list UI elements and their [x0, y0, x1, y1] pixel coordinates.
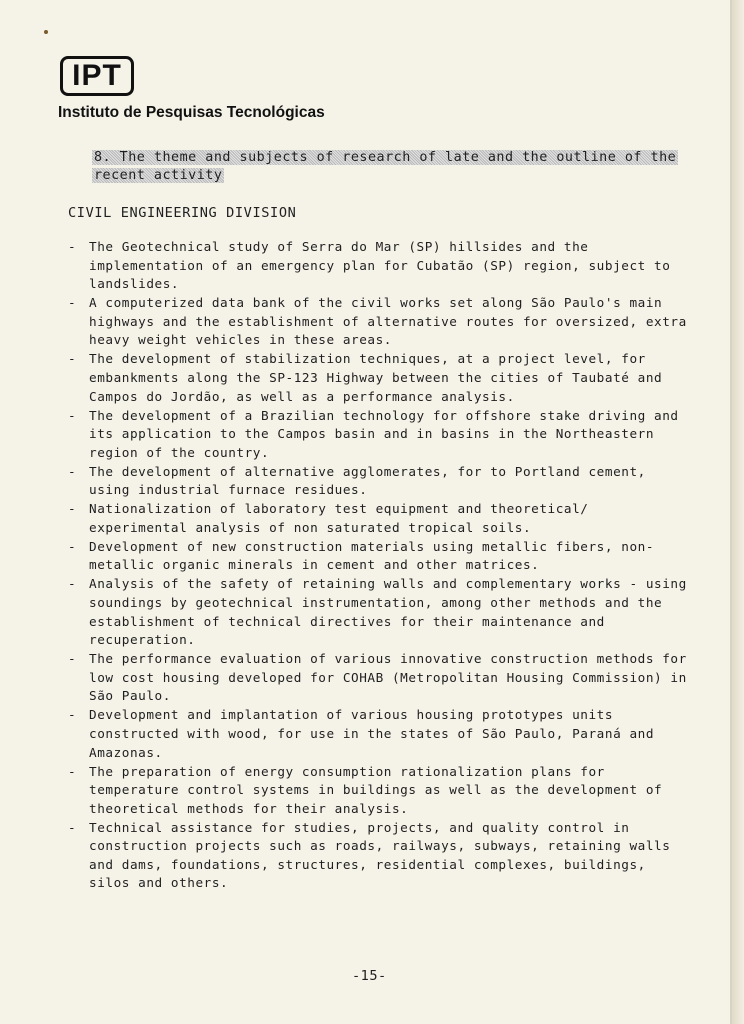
list-item-text: Nationalization of laboratory test equipment and theoretical/ experimental analysis of non saturated tropical soils.	[89, 501, 589, 535]
bullet-dash: -	[68, 239, 77, 254]
list-item	[68, 407, 688, 463]
list-item	[68, 238, 688, 294]
section-heading	[92, 149, 682, 185]
list-item	[68, 538, 688, 575]
list-item	[68, 575, 688, 649]
list-item-text: Technical assistance for studies, projects, and quality control in construction projects such as roads, railways, subways, retaining walls and dams, foundations, structures, residential complexes, buildings, silos and others.	[89, 819, 671, 891]
list-item	[68, 706, 688, 762]
page-edge	[732, 0, 744, 1024]
list-item-text: Analysis of the safety of retaining walls and complementary works - using soundings by geotechnical instrumentation, among other methods and the establishment of technical directives for their maintenance and recuperation.	[89, 576, 687, 648]
bullet-dash: -	[68, 295, 77, 311]
bullet-dash: -	[68, 819, 77, 835]
list-item-text: A computerized data bank of the civil works set along São Paulo's main highways and the establishment of alternative routes for oversized, extra heavy weight vehicles in these areas.	[89, 295, 687, 348]
bullet-dash: -	[68, 576, 77, 592]
list-item	[68, 350, 688, 406]
list-item	[68, 463, 688, 500]
research-items-list	[68, 238, 688, 893]
bullet-dash: -	[68, 463, 77, 479]
bullet-dash: -	[68, 763, 77, 779]
section-heading-text: 8. The theme and subjects of research of late and the outline of the recent activity	[94, 150, 677, 183]
list-item-text: The performance evaluation of various innovative construction methods for low cost housing developed for COHAB (Metropolitan Housing Commission) in São Paulo.	[89, 651, 687, 704]
bullet-dash: -	[68, 538, 77, 554]
list-item	[68, 650, 688, 706]
logo-text: IPT	[72, 59, 122, 92]
list-item	[68, 294, 688, 350]
bullet-dash: -	[68, 707, 77, 723]
bullet-dash: -	[68, 351, 77, 367]
list-item	[68, 500, 688, 537]
list-item-text: Development of new construction materials using metallic fibers, non-metallic organic minerals in cement and other matrices.	[89, 538, 655, 573]
list-item-text: Development and implantation of various housing prototypes units constructed with wood, for use in the states of São Paulo, Paraná and Amazonas.	[89, 707, 655, 760]
division-title: CIVIL ENGINEERING DIVISION	[68, 205, 297, 221]
institute-name: Instituto de Pesquisas Tecnológicas	[58, 104, 325, 121]
bullet-dash: -	[68, 501, 77, 517]
list-item-text: The development of stabilization techniques, at a project level, for embankments along the SP-123 Highway between the cities of Taubaté and Campos do Jordão, as well as a performance analysis.	[89, 351, 663, 404]
list-item-text: The Geotechnical study of Serra do Mar (SP) hillsides and the implementation of an emergency plan for Cubatão (SP) region, subject to landslides.	[89, 239, 671, 292]
list-item-text: The development of alternative agglomerates, for to Portland cement, using industrial furnace residues.	[89, 463, 646, 498]
bullet-dash: -	[68, 651, 77, 667]
page-number: -15-	[352, 968, 387, 984]
list-item	[68, 819, 688, 893]
ipt-logo	[60, 56, 134, 96]
list-item	[68, 763, 688, 819]
bullet-dash: -	[68, 407, 77, 423]
list-item-text: The development of a Brazilian technology for offshore stake driving and its application to the Campos basin and in basins in the Northeastern region of the country.	[89, 407, 679, 460]
list-item-text: The preparation of energy consumption rationalization plans for temperature control systems in buildings as well as the development of theoretical methods for their analysis.	[89, 763, 663, 816]
paper-speck	[44, 30, 48, 34]
